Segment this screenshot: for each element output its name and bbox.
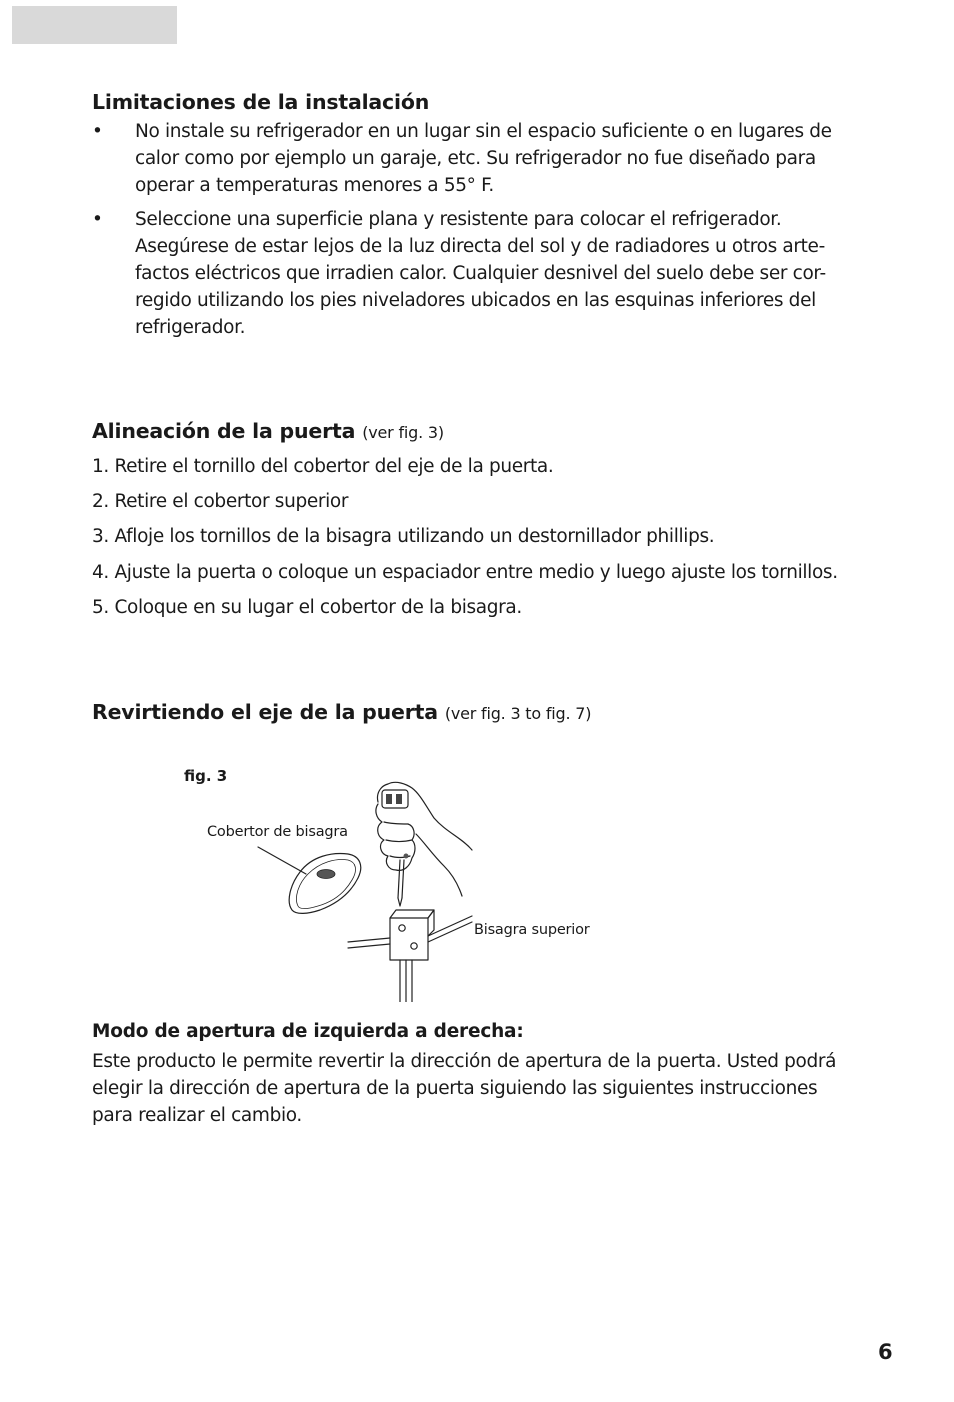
- alignment-heading: [92, 419, 444, 443]
- opening-paragraph: Este producto le permite revertir la dirección de apertura de la puerta. Usted podrá elegir la dirección de apertura de la puerta siguiendo las siguientes instrucciones para realizar el cambio.: [92, 1051, 837, 1126]
- install-bullet-2: [92, 206, 852, 341]
- page-number: 6: [878, 1340, 893, 1364]
- figure-label: fig. 3: [184, 767, 228, 785]
- cabinet-top-edge: [348, 938, 390, 948]
- alignment-step-4: 4. Ajuste la puerta o coloque un espaciador entre medio y luego ajuste los tornillos.: [92, 562, 838, 583]
- alignment-title: Alineación de la puerta: [92, 419, 356, 443]
- cover-leader-line: [258, 847, 306, 874]
- install-bullet-1-text: No instale su refrigerador en un lugar sin el espacio suficiente o en lugares de calor como por ejemplo un garaje, etc. Su refrigerador no fue diseñado para operar a temperaturas menores a 55° F.: [135, 121, 832, 196]
- bullet-dot: •: [92, 209, 103, 230]
- alignment-step-5: 5. Coloque en su lugar el cobertor de la bisagra.: [92, 597, 522, 618]
- alignment-step-2: 2. Retire el cobertor superior: [92, 491, 349, 512]
- opening-heading: Modo de apertura de izquierda a derecha:: [92, 1021, 524, 1042]
- install-heading: Limitaciones de la instalación: [92, 90, 430, 114]
- section-tab: [12, 6, 177, 44]
- alignment-ref: (ver fig. 3): [362, 423, 444, 442]
- cabinet-side-edge: [400, 960, 412, 1002]
- reverse-heading: [92, 700, 591, 724]
- reverse-ref: (ver fig. 3 to fig. 7): [444, 704, 592, 723]
- bullet-dot: •: [92, 121, 103, 142]
- screwdriver-shaft: [398, 860, 400, 898]
- install-bullet-1: [92, 118, 852, 199]
- alignment-step-1: 1. Retire el tornillo del cobertor del eje de la puerta.: [92, 456, 554, 477]
- callout-hinge-cover: Cobertor de bisagra: [207, 824, 348, 840]
- install-bullet-2-text: Seleccione una superficie plana y resistente para colocar el refrigerador. Asegúrese de estar lejos de la luz directa del sol y de radiadores u otros arte-factos eléctricos que irradien calor. Cualquier desnivel del suelo debe ser cor-regido utilizando los pies niveladores ubicados en las esquinas inferiores del refrigerador.: [135, 209, 826, 338]
- reverse-title: Revirtiendo el eje de la puerta: [92, 700, 438, 724]
- alignment-step-3: 3. Afloje los tornillos de la bisagra utilizando un destornillador phillips.: [92, 526, 715, 547]
- hinge-illustration: [240, 770, 490, 1002]
- callout-upper-hinge: Bisagra superior: [474, 922, 590, 938]
- upper-hinge-plate: [390, 918, 428, 960]
